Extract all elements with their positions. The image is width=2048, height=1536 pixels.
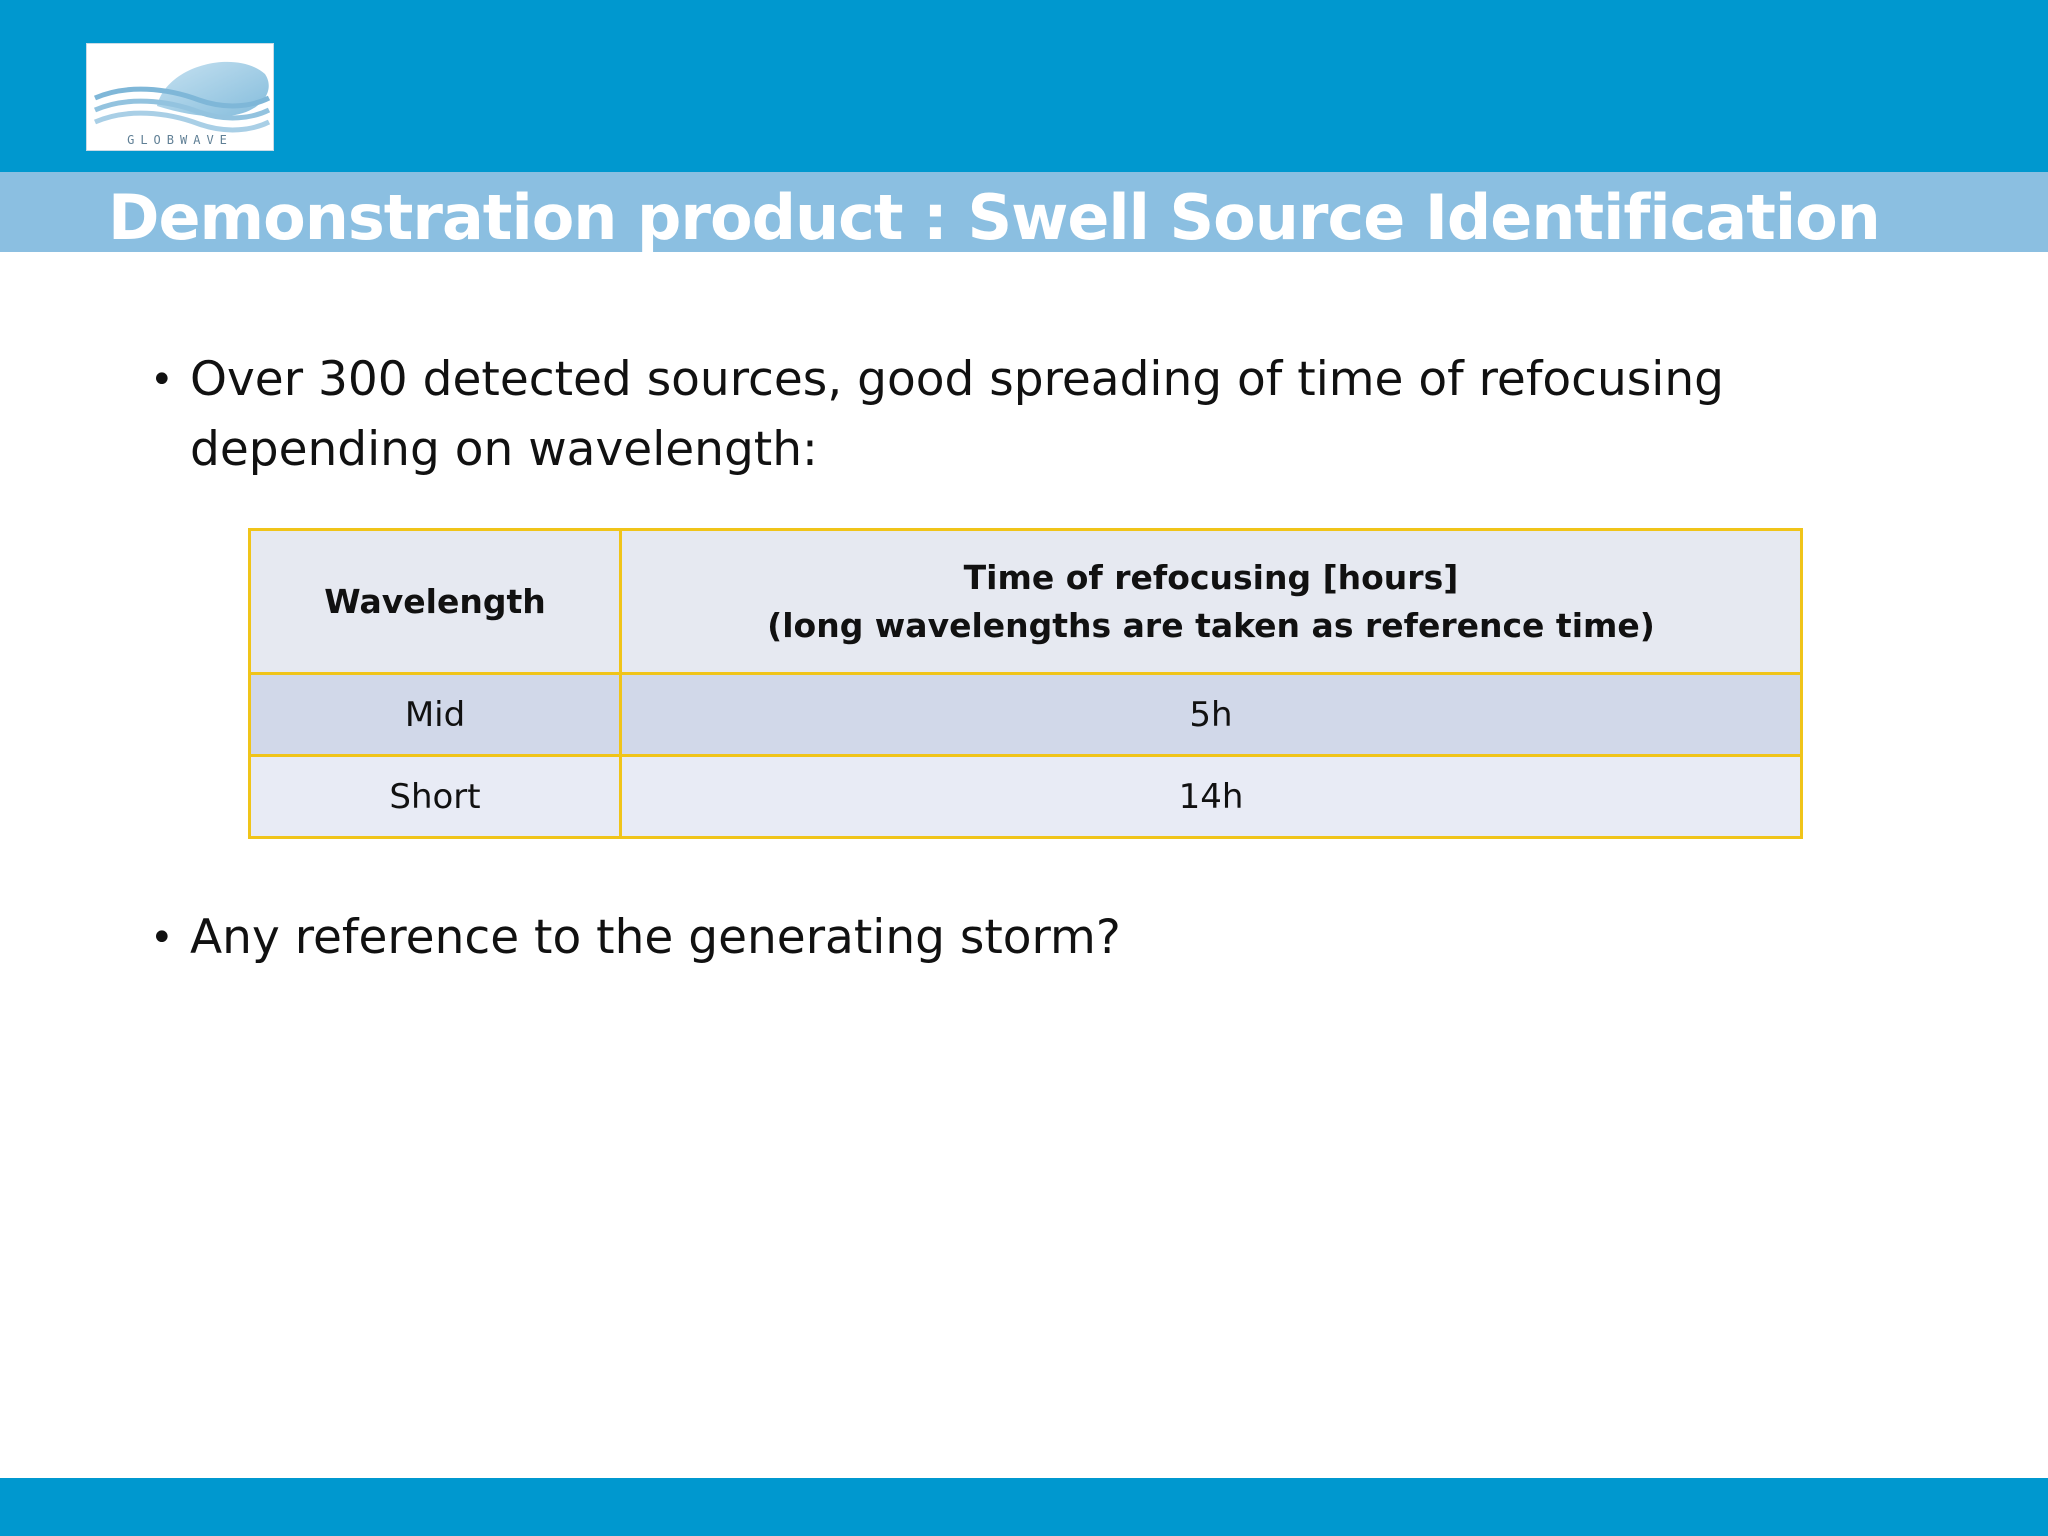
globwave-logo [86,43,274,151]
refocusing-table [248,528,1803,839]
header-time-of-refocusing [621,530,1802,674]
slide-title: Demonstration product : Swell Source Identification [108,181,1880,254]
bullet-item: • Any reference to the generating storm? [146,903,1121,973]
cell-wavelength: Mid [250,674,621,756]
bullet-item: • Over 300 detected sources, good spreading of time of refocusing depending on wavelength: [146,345,1786,485]
table-header-row [250,530,1802,674]
cell-time: 5h [621,674,1802,756]
top-banner [0,0,2048,172]
bullet-list [146,345,1786,485]
table-row [250,756,1802,838]
refocusing-table-container [248,528,1800,839]
cell-time: 14h [621,756,1802,838]
header-time-line2: (long wavelengths are taken as reference time) [767,605,1655,645]
logo-text: GLOBWAVE [127,133,233,147]
cell-wavelength: Short [250,756,621,838]
bottom-banner [0,1478,2048,1536]
header-wavelength: Wavelength [250,530,621,674]
header-time-line1: Time of refocusing [hours] [963,557,1459,597]
table-row [250,674,1802,756]
